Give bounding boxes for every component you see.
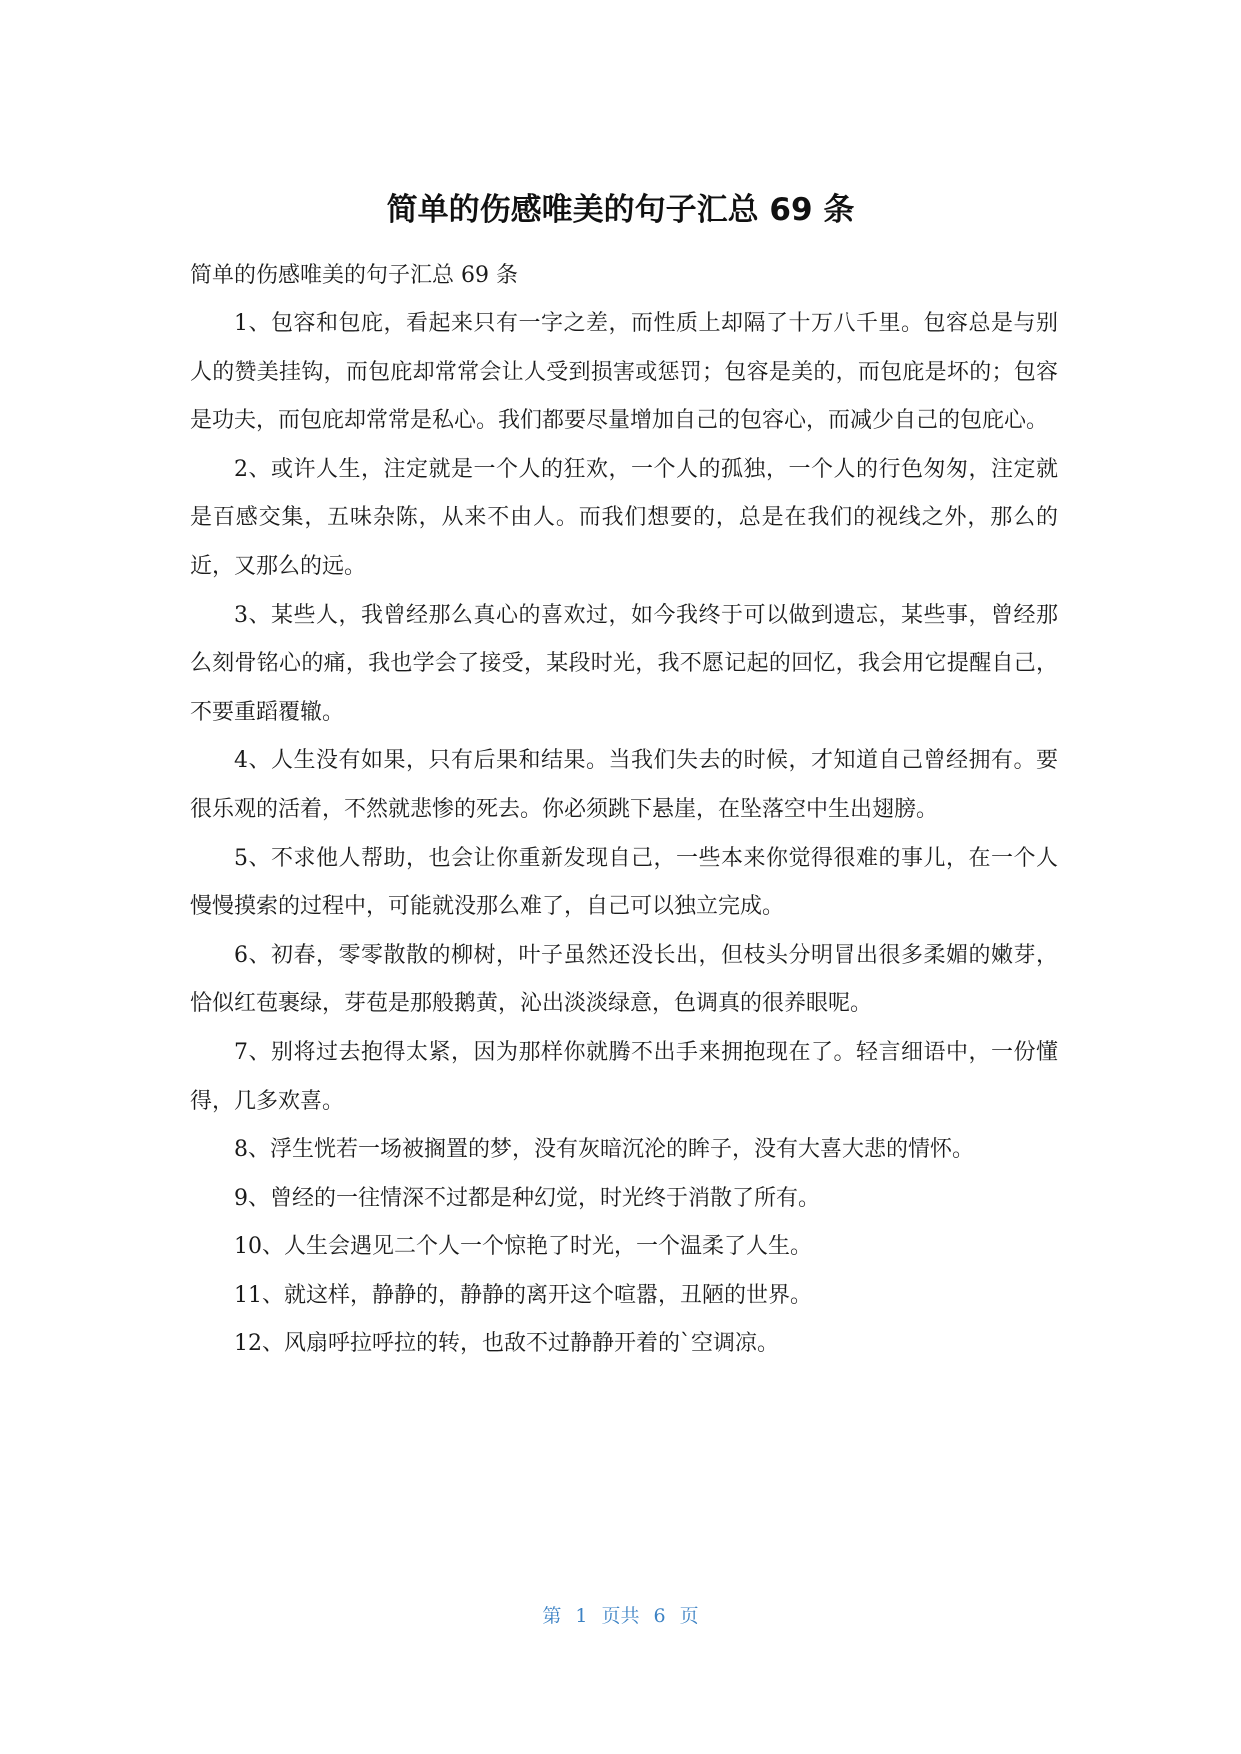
paragraph-11: 11、就这样，静静的，静静的离开这个喧嚣，丑陋的世界。 (234, 1282, 812, 1308)
paragraph-3: 3、某些人，我曾经那么真心的喜欢过，如今我终于可以做到遗忘，某些事，曾经那么刻骨铭心的痛，我也学会了接受，某段时光，我不愿记起的回忆，我会用它提醒自己，不要重蹈覆辙。 (190, 602, 1058, 725)
footer-current-page: 1 (575, 1605, 588, 1627)
footer-prefix: 第 (542, 1605, 562, 1627)
document-title: 简单的伤感唯美的句子汇总 69 条 (386, 192, 855, 228)
paragraph-9: 9、曾经的一往情深不过都是种幻觉，时光终于消散了所有。 (234, 1185, 820, 1211)
footer-total-pages: 6 (653, 1605, 666, 1627)
document-body (190, 252, 1058, 1369)
paragraph-12: 12、风扇呼拉呼拉的转，也敌不过静静开着的`空调凉。 (234, 1331, 779, 1357)
paragraph-2: 2、或许人生，注定就是一个人的狂欢，一个人的孤独，一个人的行色匆匆，注定就是百感交集，五味杂陈，从来不由人。而我们想要的，总是在我们的视线之外，那么的近，又那么的远。 (190, 456, 1058, 579)
paragraph-5: 5、不求他人帮助，也会让你重新发现自己，一些本来你觉得很难的事儿，在一个人慢慢摸索的过程中，可能就没那么难了，自己可以独立完成。 (190, 845, 1058, 920)
paragraph-1: 1、包容和包庇，看起来只有一字之差，而性质上却隔了十万八千里。包容总是与别人的赞美挂钩，而包庇却常常会让人受到损害或惩罚；包容是美的，而包庇是坏的；包容是功夫，而包庇却常常是私心。我们都要尽量增加自己的包容心，而减少自己的包庇心。 (190, 311, 1058, 434)
paragraph-6: 6、初春，零零散散的柳树，叶子虽然还没长出，但枝头分明冒出很多柔媚的嫩芽，恰似红苞裹绿，芽苞是那般鹅黄，沁出淡淡绿意，色调真的很养眼呢。 (190, 942, 1058, 1017)
paragraph-10: 10、人生会遇见二个人一个惊艳了时光，一个温柔了人生。 (234, 1234, 812, 1260)
document-subtitle: 简单的伤感唯美的句子汇总 69 条 (190, 263, 518, 288)
paragraph-4: 4、人生没有如果，只有后果和结果。当我们失去的时候，才知道自己曾经拥有。要很乐观的活着，不然就悲惨的死去。你必须跳下悬崖，在坠落空中生出翅膀。 (190, 748, 1058, 822)
paragraph-8: 8、浮生恍若一场被搁置的梦，没有灰暗沉沦的眸子，没有大喜大悲的情怀。 (234, 1137, 974, 1163)
footer-middle: 页共 (601, 1605, 640, 1627)
footer-suffix: 页 (679, 1605, 699, 1627)
paragraph-7: 7、别将过去抱得太紧，因为那样你就腾不出手来拥抱现在了。轻言细语中，一份懂得，几多欢喜。 (190, 1039, 1058, 1114)
page-footer (0, 1601, 1241, 1631)
